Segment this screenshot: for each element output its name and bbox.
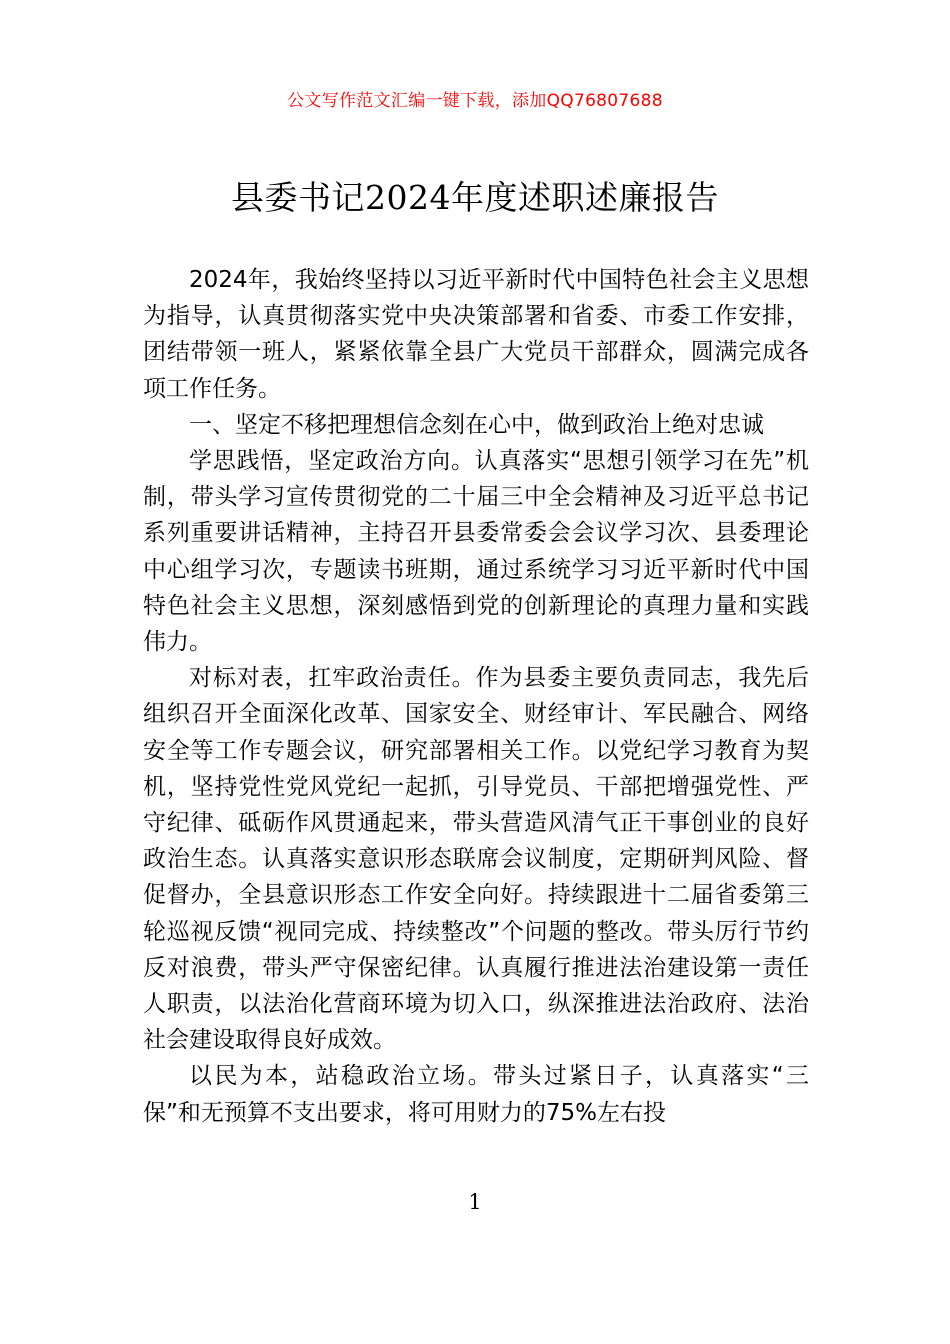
document-body bbox=[143, 262, 809, 1131]
document-title: 县委书记2024年度述职述廉报告 bbox=[231, 178, 719, 217]
paragraph-people: 以民为本，站稳政治立场。带头过紧日子，认真落实“三保”和无预算不支出要求，将可用财力的75%左右投 bbox=[143, 1063, 809, 1126]
paragraph-intro: 2024年，我始终坚持以习近平新时代中国特色社会主义思想为指导，认真贯彻落实党中央决策部署和省委、市委工作安排，团结带领一班人，紧紧依靠全县广大党员干部群众，圆满完成各项工作任务。 bbox=[143, 267, 809, 402]
watermark-text: 公文写作范文汇编一键下载，添加QQ76807688 bbox=[287, 91, 663, 111]
page-number: 1 bbox=[468, 1190, 482, 1214]
paragraph-study: 学思践悟，坚定政治方向。认真落实“思想引领学习在先”机制，带头学习宣传贯彻党的二十届三中全会精神及习近平总书记系列重要讲话精神，主持召开县委常委会会议学习次、县委理论中心组学习次，专题读书班期，通过系统学习习近平新时代中国特色社会主义思想，深刻感悟到党的创新理论的真理力量和实践伟力。 bbox=[143, 448, 809, 656]
section-heading: 一、坚定不移把理想信念刻在心中，做到政治上绝对忠诚 bbox=[189, 411, 764, 438]
paragraph-responsibility: 对标对表，扛牢政治责任。作为县委主要负责同志，我先后组织召开全面深化改革、国家安全、财经审计、军民融合、网络安全等工作专题会议，研究部署相关工作。以党纪学习教育为契机，坚持党性党风党纪一起抓，引导党员、干部把增强党性、严守纪律、砥砺作风贯通起来，带头营造风清气正干事创业的良好政治生态。认真落实意识形态联席会议制度，定期研判风险、督促督办，全县意识形态工作安全向好。持续跟进十二届省委第三轮巡视反馈“视同完成、持续整改”个问题的整改。带头厉行节约反对浪费，带头严守保密纪律。认真履行推进法治建设第一责任人职责，以法治化营商环境为切入口，纵深推进法治政府、法治社会建设取得良好成效。 bbox=[143, 665, 809, 1054]
